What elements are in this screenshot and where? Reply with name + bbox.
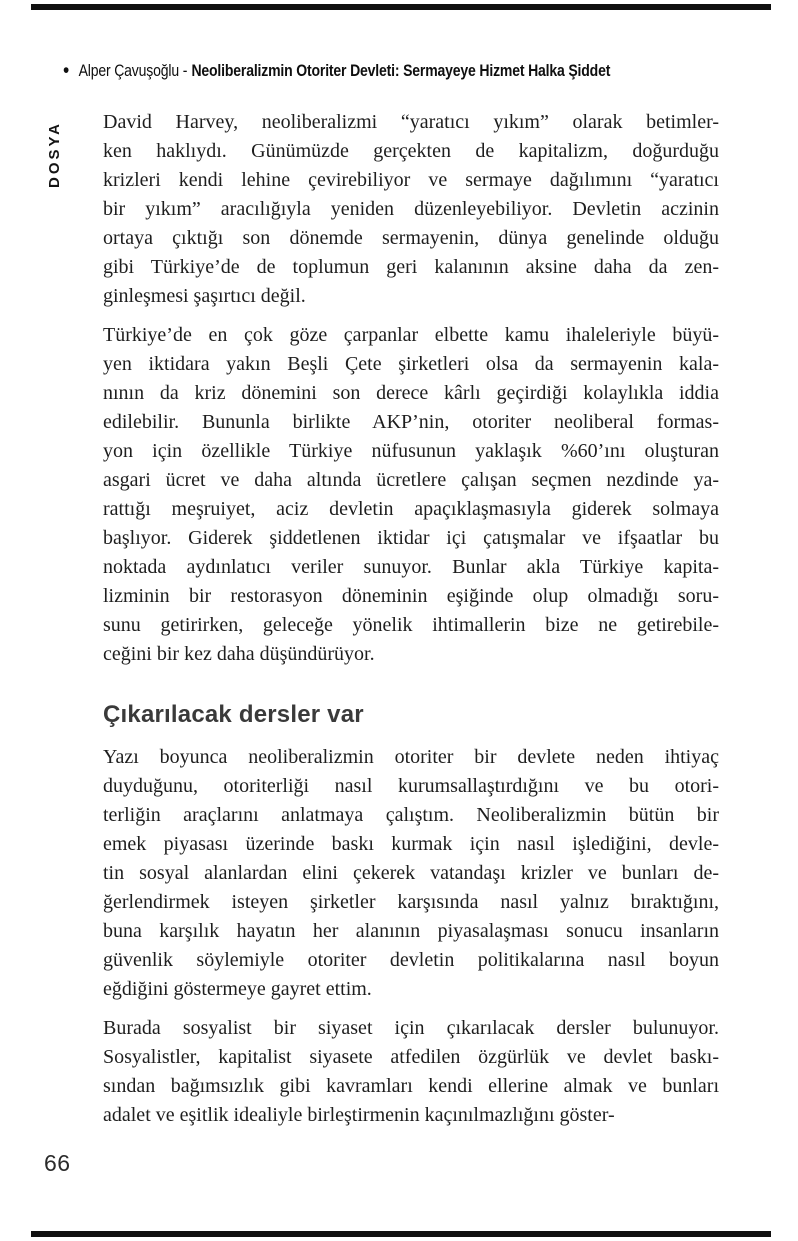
section-label-dosya: DOSYA [46,121,63,188]
text-line: ginleşmesi şaşırtıcı değil. [103,285,306,307]
running-header [63,60,610,82]
text-line: güvenlik söylemiyle otoriter devletin politikalarına nasıl boyun [103,949,719,971]
paragraph-2 [103,321,719,669]
text-line: terliğin araçlarını anlatmaya çalıştım. Neoliberalizmin bütün bir [103,804,719,826]
page-number: 66 [44,1150,71,1176]
subheading: Çıkarılacak dersler var [103,701,364,728]
text-line: ceğini bir kez daha düşündürüyor. [103,643,375,665]
text-line: eğdiğini göstermeye gayret ettim. [103,978,372,1000]
text-line: ortaya çıktığı son dönemde sermayenin, dünya genelinde olduğu [103,227,719,249]
text-line: lizminin bir restorasyon döneminin eşiğinde olup olmadığı soru- [103,585,719,607]
text-line: David Harvey, neoliberalizmi “yaratıcı yıkım” olarak betimler- [103,111,719,133]
text-line: noktada aydınlatıcı veriler sunuyor. Bunlar akla Türkiye kapita- [103,556,719,578]
text-line: yon için özellikle Türkiye nüfusunun yaklaşık %60’ını oluşturan [103,440,719,462]
header-article-title: Neoliberalizmin Otoriter Devleti: Sermayeye Hizmet Halka Şiddet [191,62,611,80]
text-line: bir yıkım” aracılığıyla yeniden düzenleyebiliyor. Devletin aczinin [103,198,719,220]
text-line: rattığı meşruiyet, aciz devletin apaçıklaşmasıyla giderek solmaya [103,498,719,520]
top-rule [31,4,771,10]
bottom-rule [31,1231,771,1237]
text-line: tin sosyal alanlardan elini çekerek vatandaşı krizler ve bunları de- [103,862,719,884]
text-line: nının da kriz dönemini son derece kârlı geçirdiği kolaylıkla iddia [103,382,719,404]
text-line: emek piyasası üzerinde baskı kurmak için nasıl işlediğini, devle- [103,833,719,855]
text-line: başlıyor. Giderek şiddetlenen iktidar içi çatışmalar ve ifşaatlar bu [103,527,719,549]
header-author: Alper Çavuşoğlu - [78,62,188,80]
text-line: ğerlendirmek isteyen şirketler karşısında nasıl yalnız bıraktığını, [103,891,719,913]
text-line: krizleri kendi lehine çevirebiliyor ve sermaye dağılımını “yaratıcı [103,169,719,191]
article-body [103,108,719,1140]
text-line: Sosyalistler, kapitalist siyasete atfedilen özgürlük ve devlet baskı- [103,1046,719,1068]
bullet-icon: • [63,58,70,82]
text-line: gibi Türkiye’de de toplumun geri kalanının aksine daha da zen- [103,256,719,278]
paragraph-4 [103,1014,719,1130]
text-line: Yazı boyunca neoliberalizmin otoriter bir devlete neden ihtiyaç [103,746,719,768]
text-line: sından bağımsızlık gibi kavramları kendi ellerine almak ve bunları [103,1075,719,1097]
text-line: sunu getirirken, geleceğe yönelik ihtimallerin bize ne getirebile- [103,614,719,636]
paragraph-3 [103,743,719,1004]
text-line: asgari ücret ve daha altında ücretlere çalışan seçmen nezdinde ya- [103,469,719,491]
text-line: buna karşılık hayatın her alanının piyasalaşması sonucu insanların [103,920,719,942]
text-line: Türkiye’de en çok göze çarpanlar elbette kamu ihaleleriyle büyü- [103,324,719,346]
paragraph-1 [103,108,719,311]
text-line: yen iktidara yakın Beşli Çete şirketleri olsa da sermayenin kala- [103,353,719,375]
text-line: duyduğunu, otoriterliği nasıl kurumsallaştırdığını ve bu otori- [103,775,719,797]
text-line: adalet ve eşitlik idealiyle birleştirmenin kaçınılmazlığını göster- [103,1104,615,1126]
text-line: ken haklıydı. Günümüzde gerçekten de kapitalizm, doğurduğu [103,140,719,162]
text-line: Burada sosyalist bir siyaset için çıkarılacak dersler bulunuyor. [103,1017,719,1039]
text-line: edilebilir. Bununla birlikte AKP’nin, otoriter neoliberal formas- [103,411,719,433]
